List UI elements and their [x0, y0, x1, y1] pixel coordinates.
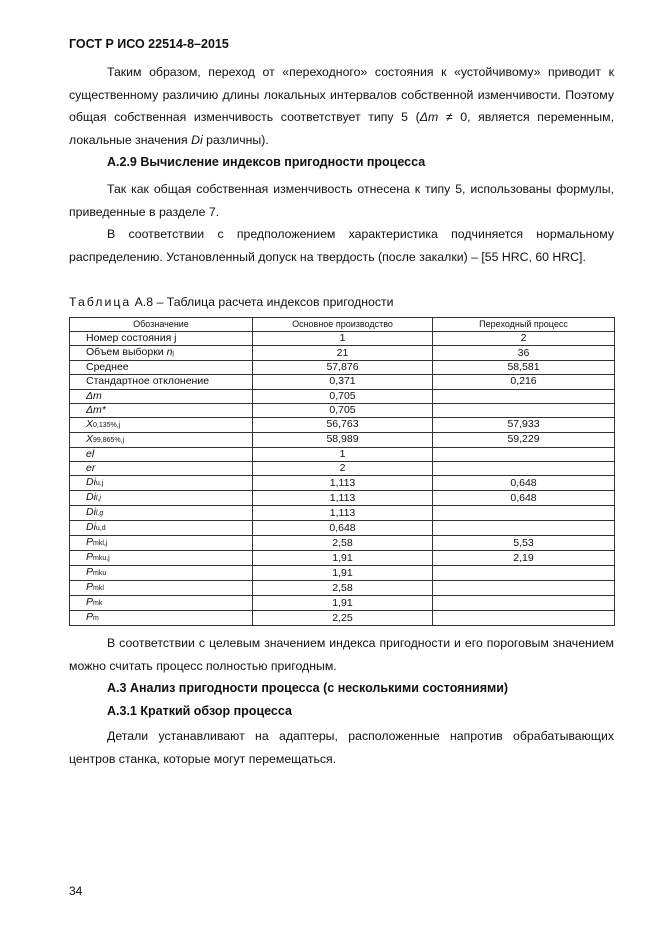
cell-transition: [433, 462, 615, 476]
cell-transition: 2: [433, 332, 615, 346]
cell-transition: [433, 389, 615, 403]
paragraph-formulas: Так как общая собственная изменчивость отнесена к типу 5, использованы формулы, приведенные в разделе 7.: [69, 182, 614, 219]
row-label: Dil,g: [70, 506, 253, 521]
row-label: Pm: [70, 611, 253, 626]
cell-main: 1,91: [253, 596, 433, 611]
row-label: Δm: [70, 389, 253, 403]
table-row: [70, 389, 615, 403]
cell-transition: 0,216: [433, 375, 615, 389]
row-label: Δm*: [70, 403, 253, 417]
cell-main: 56,763: [253, 417, 433, 432]
cell-main: 1,91: [253, 551, 433, 566]
table-row: [70, 432, 615, 447]
table-row: [70, 551, 615, 566]
cell-main: 2,58: [253, 536, 433, 551]
cell-transition: [433, 506, 615, 521]
section-heading-a29: А.2.9 Вычисление индексов пригодности процесса: [107, 155, 426, 169]
page-number: 34: [69, 884, 83, 898]
table-row: [70, 361, 615, 375]
cell-main: 1: [253, 447, 433, 461]
cell-main: 2,58: [253, 581, 433, 596]
header-designation: Обозначение: [70, 318, 253, 332]
table-row: [70, 462, 615, 476]
row-label: X0,135%,j: [70, 417, 253, 432]
cell-transition: [433, 566, 615, 581]
table-row: [70, 375, 615, 389]
cell-main: 1,113: [253, 476, 433, 491]
cell-main: 0,705: [253, 403, 433, 417]
row-label: Объем выборки nj: [70, 346, 253, 361]
table-row: [70, 581, 615, 596]
cell-transition: [433, 447, 615, 461]
table-row: [70, 403, 615, 417]
paragraph-transition-conclusion: Таким образом, переход от «переходного» состояния к «устойчивому» приводит к существенному различию длины локальных интервалов собственной изменчивости. Поэтому общая собственная изменчивость соответствует типу 5 (Δm ≠ 0, является переменным, локальные значения Di различны).: [69, 65, 614, 147]
paragraph-process-overview: Детали устанавливают на адаптеры, расположенные напротив обрабатывающих центров станка, которые могут перемещаться.: [69, 729, 614, 766]
cell-transition: 2,19: [433, 551, 615, 566]
cell-transition: 58,581: [433, 361, 615, 375]
cell-main: 1: [253, 332, 433, 346]
row-label: Среднее: [70, 361, 253, 375]
capability-table: [69, 317, 615, 626]
cell-main: 58,989: [253, 432, 433, 447]
row-label: Pmk: [70, 596, 253, 611]
table-row: [70, 346, 615, 361]
table-row: [70, 491, 615, 506]
cell-transition: 5,53: [433, 536, 615, 551]
cell-main: 21: [253, 346, 433, 361]
cell-main: 0,648: [253, 521, 433, 536]
cell-transition: [433, 403, 615, 417]
table-row: [70, 332, 615, 346]
row-label: Pmku: [70, 566, 253, 581]
cell-main: 1,91: [253, 566, 433, 581]
table-row: [70, 417, 615, 432]
row-label: Dil,j: [70, 491, 253, 506]
cell-main: 1,113: [253, 491, 433, 506]
table-row: [70, 506, 615, 521]
cell-transition: 57,933: [433, 417, 615, 432]
table-row: [70, 611, 615, 626]
cell-main: 1,113: [253, 506, 433, 521]
cell-main: 0,705: [253, 389, 433, 403]
cell-transition: [433, 521, 615, 536]
paragraph-distribution: В соответствии с предположением характеристика подчиняется нормальному распределению. Установленный допуск на твердость (после закалки) – [55 HRC, 60 HRC].: [69, 227, 614, 264]
section-heading-a31: А.3.1 Краткий обзор процесса: [107, 704, 292, 718]
table-row: [70, 596, 615, 611]
cell-transition: [433, 581, 615, 596]
header-transition: Переходный процесс: [433, 318, 615, 332]
cell-main: 57,876: [253, 361, 433, 375]
row-label: Pmku,j: [70, 551, 253, 566]
table-row: [70, 521, 615, 536]
cell-transition: [433, 596, 615, 611]
cell-transition: [433, 611, 615, 626]
cell-main: 2: [253, 462, 433, 476]
row-label: Pmkl: [70, 581, 253, 596]
table-caption: Таблица А.8 – Таблица расчета индексов пригодности: [69, 295, 394, 309]
document-header: ГОСТ Р ИСО 22514-8–2015: [69, 37, 229, 51]
row-label: X99,865%,j: [70, 432, 253, 447]
cell-main: 2,25: [253, 611, 433, 626]
table-row: [70, 447, 615, 461]
row-label: er: [70, 462, 253, 476]
row-label: Diu,d: [70, 521, 253, 536]
row-label: Pmkl,j: [70, 536, 253, 551]
row-label: Стандартное отклонение: [70, 375, 253, 389]
table-row: [70, 536, 615, 551]
cell-transition: 0,648: [433, 476, 615, 491]
cell-transition: 36: [433, 346, 615, 361]
cell-transition: 59,229: [433, 432, 615, 447]
row-label: Номер состояния j: [70, 332, 253, 346]
header-main-production: Основное производство: [253, 318, 433, 332]
table-row: [70, 476, 615, 491]
cell-transition: 0,648: [433, 491, 615, 506]
paragraph-capability-conclusion: В соответствии с целевым значением индекса пригодности и его пороговым значением можно считать процесс полностью пригодным.: [69, 636, 614, 673]
cell-main: 0,371: [253, 375, 433, 389]
table-row: [70, 566, 615, 581]
row-label: el: [70, 447, 253, 461]
section-heading-a3: А.3 Анализ пригодности процесса (с несколькими состояниями): [107, 681, 509, 695]
row-label: Diu,j: [70, 476, 253, 491]
